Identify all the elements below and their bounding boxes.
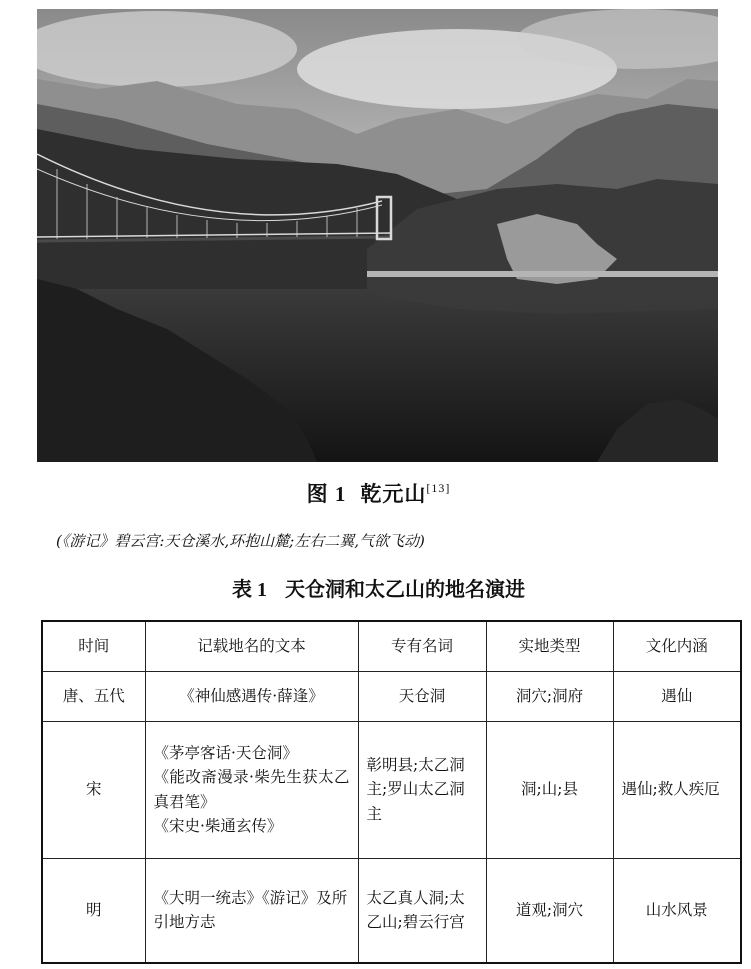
table-title: 天仓洞和太乙山的地名演进 — [285, 577, 525, 601]
cell-names: 太乙真人洞;太乙山;碧云行宫 — [358, 858, 486, 963]
table-header-row — [42, 621, 741, 671]
text-title: 《大明一统志》《游记》及所引地方志 — [153, 889, 348, 932]
header-texts: 记载地名的文本 — [145, 621, 358, 671]
cell-type: 洞穴;洞府 — [486, 671, 613, 721]
table-label: 表 1 — [232, 579, 267, 601]
cell-meaning: 遇仙;救人疾厄 — [613, 721, 741, 858]
table-row — [42, 721, 741, 858]
cell-texts — [145, 721, 358, 858]
shoreline-road — [367, 271, 718, 277]
text-title: 《能改斋漫录·柴先生获太乙真君笔》 — [153, 768, 350, 811]
figure-label: 图 1 — [306, 482, 347, 506]
cell-meaning: 遇仙 — [613, 671, 741, 721]
text-title: 《宋史·柴通玄传》 — [153, 816, 283, 835]
cell-type: 道观;洞穴 — [486, 858, 613, 963]
text-title: 《神仙感遇传·薛逢》 — [179, 686, 324, 705]
figure-ref: [13] — [426, 481, 451, 495]
table-row — [42, 858, 741, 963]
place-name-table — [41, 620, 742, 964]
header-period: 时间 — [42, 621, 145, 671]
cell-texts — [145, 858, 358, 963]
figure-title: 乾元山 — [360, 482, 427, 506]
table-caption — [0, 573, 751, 602]
figure-note: (《游记》碧云宫:天仓溪水,环抱山麓;左右二翼,气欲飞动) — [56, 532, 425, 550]
cell-meaning: 山水风景 — [613, 858, 741, 963]
cell-names: 彰明县;太乙洞主;罗山太乙洞主 — [358, 721, 486, 858]
text-title: 《茅亭客话·天仓洞》 — [153, 744, 298, 763]
cell-type: 洞;山;县 — [486, 721, 613, 858]
header-type: 实地类型 — [486, 621, 613, 671]
cell-texts — [145, 671, 358, 721]
figure-caption — [0, 478, 751, 508]
figure-photo — [37, 9, 718, 462]
header-meaning: 文化内涵 — [613, 621, 741, 671]
cell-period: 明 — [42, 858, 145, 963]
table-row — [42, 671, 741, 721]
header-names: 专有名词 — [358, 621, 486, 671]
cell-period: 唐、五代 — [42, 671, 145, 721]
cell-period: 宋 — [42, 721, 145, 858]
cell-names: 天仓洞 — [358, 671, 486, 721]
